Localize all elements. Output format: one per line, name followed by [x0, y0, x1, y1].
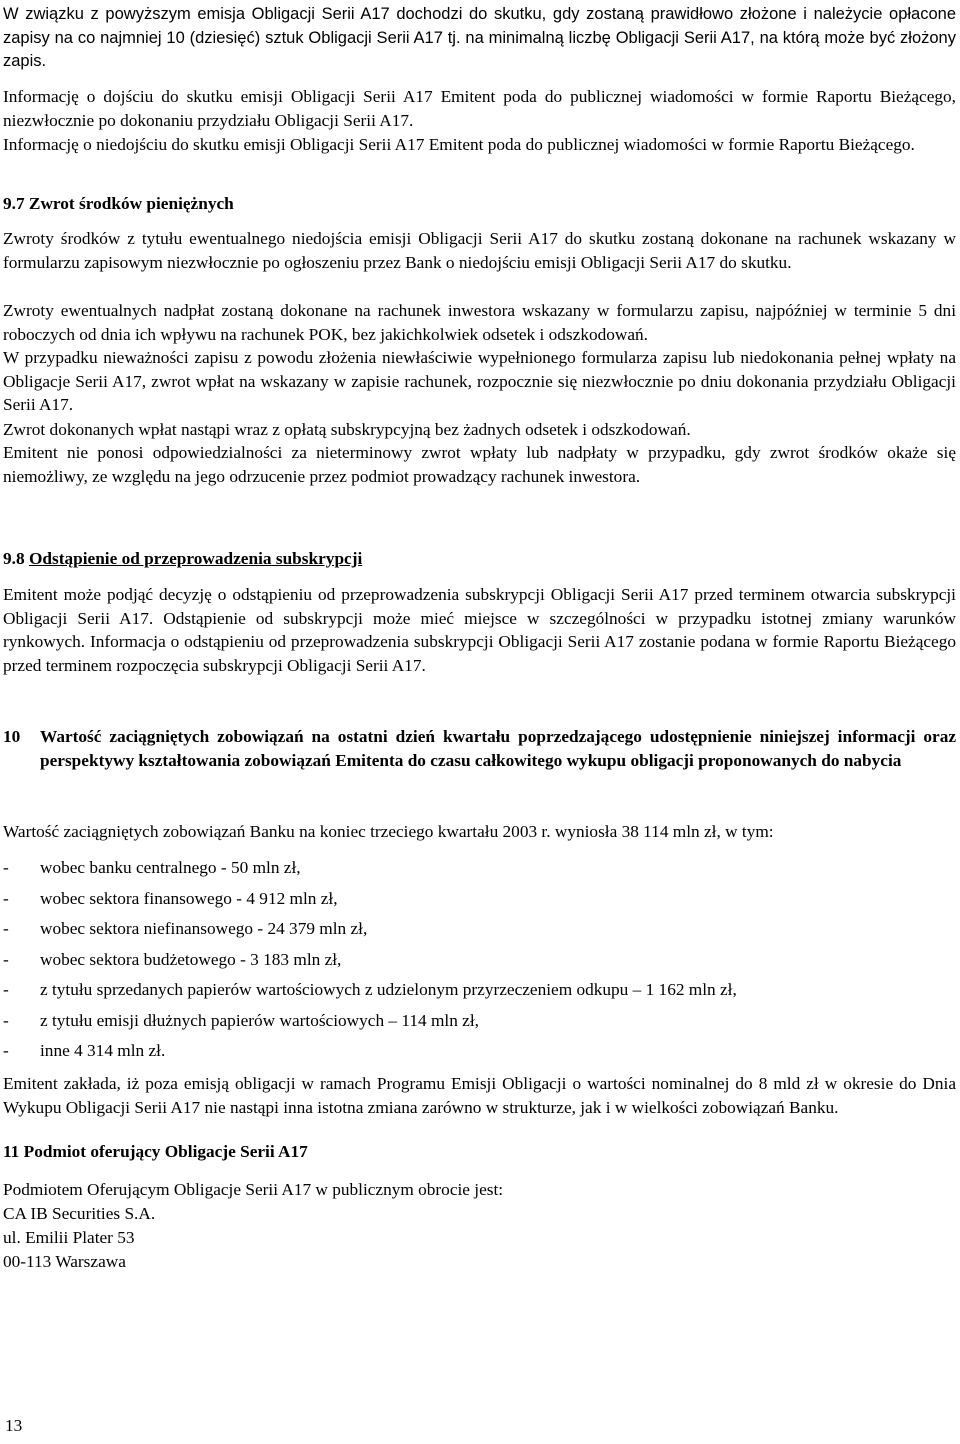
- list-item-text: z tytułu sprzedanych papierów wartościowych z udzielonym przyrzeczeniem odkupu – 1 162 mln zł,: [40, 980, 737, 999]
- section-9-8-heading: [3, 547, 956, 571]
- section-9-8-number: 9.8: [3, 549, 25, 568]
- list-item-text: inne 4 314 mln zł.: [40, 1041, 166, 1060]
- dash-bullet: -: [3, 1041, 9, 1060]
- section-10-title: Wartość zaciągniętych zobowiązań na ostatni dzień kwartału poprzedzającego udostępnienie niniejszej informacji oraz perspektywy kształtowania zobowiązań Emitenta do czasu całkowitego wykupu obligacji proponowanych do nabycia: [40, 727, 956, 770]
- offeror-street: ul. Emilii Plater 53: [3, 1228, 135, 1247]
- dash-bullet: -: [3, 919, 9, 938]
- offeror-name: CA IB Securities S.A.: [3, 1204, 156, 1223]
- section-9-7-paragraph-5: Emitent nie ponosi odpowiedzialności za nieterminowy zwrot wpłaty lub nadpłaty w przypadku, gdy zwrot środków okaże się niemożliwy, ze względu na jego odrzucenie przez podmiot prowadzący rachunek inwestora.: [3, 443, 956, 486]
- list-item-text: wobec sektora budżetowego - 3 183 mln zł,: [40, 949, 342, 969]
- dash-bullet: -: [3, 858, 9, 877]
- intro-paragraph-3: Informację o niedojściu do skutku emisji Obligacji Serii A17 Emitent poda do publicznej wiadomości w formie Raportu Bieżącego.: [3, 135, 915, 154]
- dash-bullet: -: [3, 1010, 9, 1030]
- dash-bullet: -: [3, 980, 9, 999]
- intro-paragraph-1: W związku z powyższym emisja Obligacji Serii A17 dochodzi do skutku, gdy zostaną prawidłowo złożone i należycie opłacone zapisy na co najmniej 10 (dziesięć) sztuk Obligacji Serii A17 tj. na minimalną liczbę Obligacji Serii A17, na którą może być złożony zapis.: [3, 5, 956, 70]
- dash-bullet: -: [3, 888, 9, 908]
- section-9-7-paragraph-3: W przypadku nieważności zapisu z powodu złożenia niewłaściwie wypełnionego formularza zapisu lub niedokonania pełnej wpłaty na Obligacje Serii A17, zwrot wpłat na wskazany w zapisie rachunek, rozpocznie się niezwłocznie po dniu dokonania przydziału Obligacji Serii A17.: [3, 348, 956, 414]
- section-9-7-paragraph-4: Zwrot dokonanych wpłat nastąpi wraz z opłatą subskrypcyjną bez żadnych odsetek i odszkodowań.: [3, 420, 691, 439]
- section-9-7-heading: 9.7 Zwrot środków pieniężnych: [3, 194, 234, 213]
- list-item: [3, 887, 956, 918]
- list-item: [3, 856, 956, 887]
- intro-paragraph-2-text: Informację o dojściu do skutku emisji Obligacji Serii A17 Emitent poda do publicznej wiadomości w formie Raportu Bieżącego, niezwłocznie po dokonaniu przydziału Obligacji Serii A17.: [3, 87, 956, 130]
- intro-paragraph-2: [3, 85, 956, 132]
- page-number: 13: [5, 1416, 23, 1435]
- offeror-line-1: Podmiotem Oferującym Obligacje Serii A17 w publicznym obrocie jest:: [3, 1180, 504, 1199]
- section-10-number: 10: [3, 727, 21, 746]
- section-11-heading: 11 Podmiot oferujący Obligacje Serii A17: [3, 1142, 308, 1161]
- section-9-8-title: Odstąpienie od przeprowadzenia subskrypcji: [28, 549, 363, 568]
- section-9-8-paragraph: Emitent może podjąć decyzję o odstąpieniu od przeprowadzenia subskrypcji Obligacji Serii A17 przed terminem otwarcia subskrypcji Obligacji Serii A17. Odstąpienie od subskrypcji może mieć miejsce w szczególności w przypadku istotnej zmiany warunków rynkowych. Informacja o odstąpieniu od przeprowadzenia subskrypcji Obligacji Serii A17 zostanie podana w formie Raportu Bieżącego przed terminem rozpoczęcia subskrypcji Obligacji Serii A17.: [3, 585, 956, 675]
- section-10-paragraph-2: Emitent zakłada, iż poza emisją obligacji w ramach Programu Emisji Obligacji o wartości nominalnej do 8 mld zł w okresie do Dnia Wykupu Obligacji Serii A17 nie nastąpi inna istotna zmiana zarówno w strukturze, jak i w wielkości zobowiązań Banku.: [3, 1074, 956, 1117]
- section-9-7-paragraph-1: Zwroty środków z tytułu ewentualnego niedojścia emisji Obligacji Serii A17 do skutku zostaną dokonane na rachunek wskazany w formularzu zapisowym niezwłocznie po ogłoszeniu przez Bank o niedojściu emisji Obligacji Serii A17 do skutku.: [3, 229, 956, 272]
- list-item-text: z tytułu emisji dłużnych papierów wartościowych – 114 mln zł,: [40, 1010, 479, 1030]
- list-item-text: wobec sektora niefinansowego - 24 379 mln zł,: [40, 919, 368, 938]
- offeror-city: 00-113 Warszawa: [3, 1252, 126, 1271]
- section-10-paragraph-1: Wartość zaciągniętych zobowiązań Banku na koniec trzeciego kwartału 2003 r. wyniosła 38 114 mln zł, w tym:: [3, 822, 774, 841]
- list-item: [3, 978, 956, 1009]
- section-9-7-paragraph-2: Zwroty ewentualnych nadpłat zostaną dokonane na rachunek inwestora wskazany w formularzu zapisu, najpóźniej w terminie 5 dni roboczych od dnia ich wpływu na rachunek POK, bez jakichkolwiek odsetek i odszkodowań.: [3, 301, 956, 344]
- list-item: [3, 1039, 956, 1070]
- section-10-heading: [3, 725, 956, 772]
- list-item-text: wobec banku centralnego - 50 mln zł,: [40, 858, 301, 877]
- dash-bullet: -: [3, 949, 9, 969]
- list-item: [3, 1009, 956, 1040]
- list-item-text: wobec sektora finansowego - 4 912 mln zł,: [40, 888, 338, 908]
- liabilities-list: [3, 856, 956, 1070]
- list-item: [3, 948, 956, 979]
- list-item: [3, 917, 956, 948]
